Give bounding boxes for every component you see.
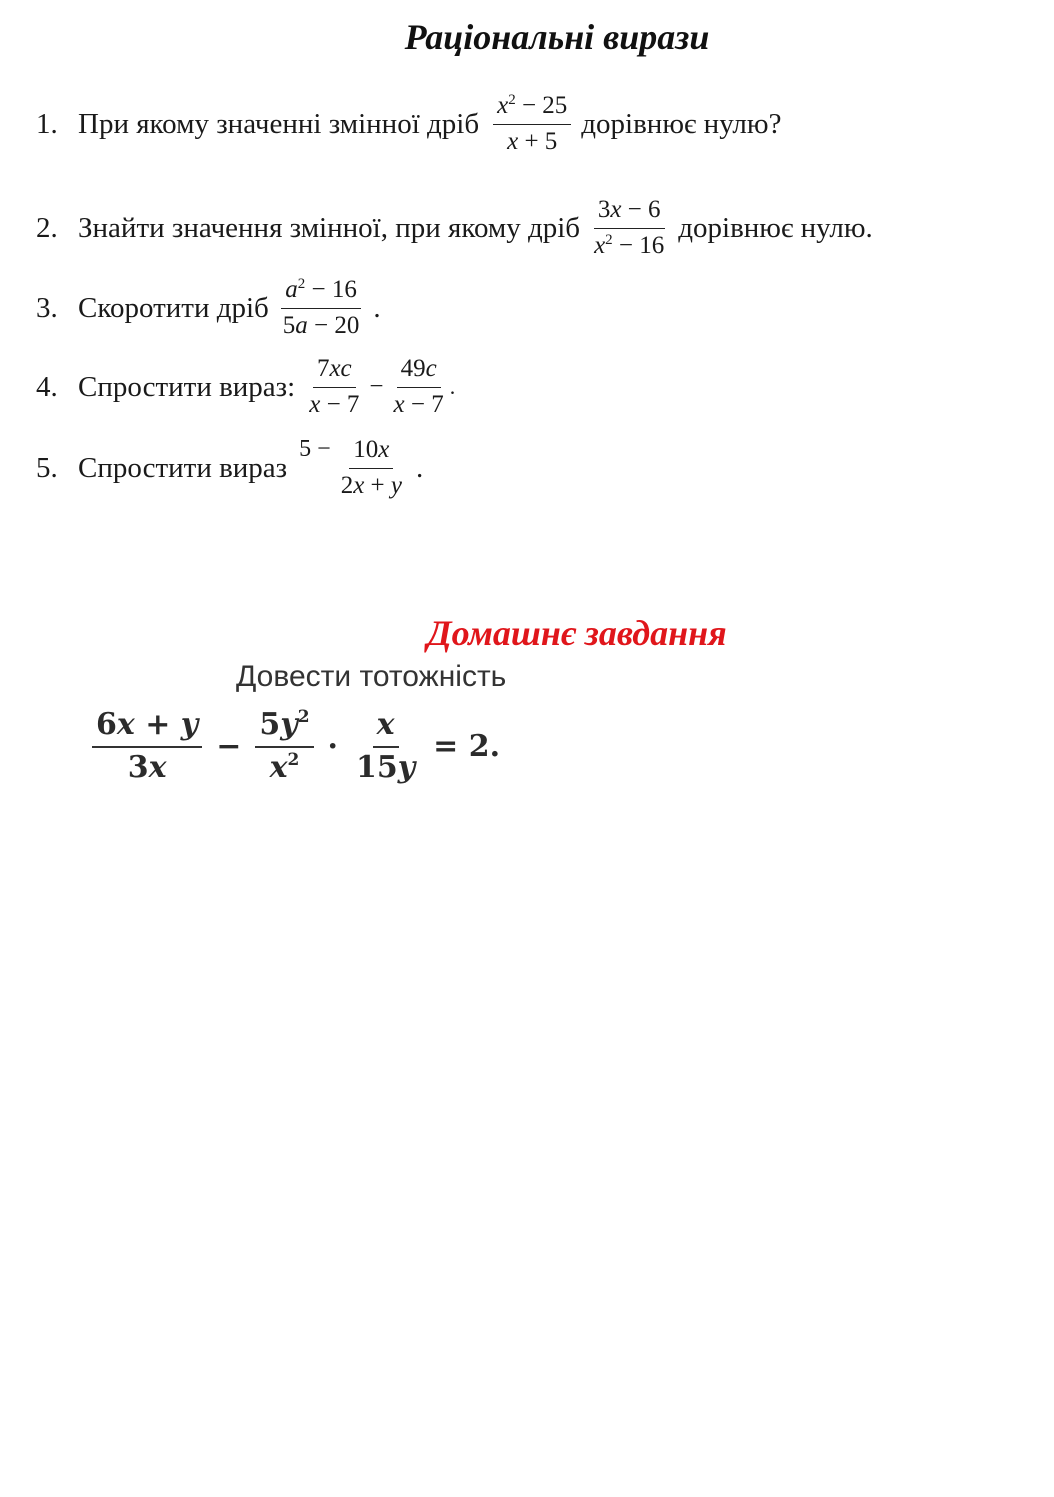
task-text: Скоротити дріб — [78, 291, 269, 324]
task-text-after: дорівнює нулю? — [581, 107, 782, 140]
fraction: $\frac{10x}{2x + y}$ — [340, 436, 403, 499]
fraction: $\frac{x^2 - 25}{x + 5}$ — [493, 92, 571, 157]
task-2 — [36, 196, 873, 261]
task-text: При якому значенні змінної дріб — [78, 107, 480, 140]
task-text: Знайти значення змінної, при якому дріб — [78, 211, 581, 244]
task-4: 4. Спростити вираз: $\frac{7xc}{x - 7}$ − $\frac{49c}{x - 7}$ . — [36, 355, 456, 418]
task-number: 4. — [36, 370, 58, 403]
task-text-after: дорівнює нулю. — [678, 211, 873, 244]
task-5: 5. Спростити вираз 5 − $\frac{10x}{2x + y}$ . — [36, 436, 424, 499]
task-text-after: . — [373, 291, 381, 324]
task-number: 1. — [36, 107, 58, 140]
task-3 — [36, 276, 381, 341]
task-text: Спростити вираз: — [78, 370, 296, 403]
task-text-after: . — [416, 451, 424, 484]
task-1 — [36, 92, 781, 157]
fraction: $\frac{3x - 6}{x^2 - 16}$ — [594, 196, 665, 259]
fraction: $\frac{x}{15y}$ — [355, 707, 416, 785]
task-number: 5. — [36, 451, 58, 484]
homework-title: Домашнє завдання — [427, 613, 727, 653]
page-title: Раціональні вирази — [404, 17, 710, 57]
fraction: $\frac{5y^2}{x^2}$ — [255, 708, 313, 785]
task-number: 3. — [36, 291, 58, 324]
fraction: $\frac{49c}{x - 7}$ — [393, 355, 444, 418]
fraction: $\frac{7xc}{x - 7}$ — [309, 355, 360, 418]
task-text: Спростити вираз — [78, 451, 288, 484]
identity-equation: $\frac{6x + y}{3x}$ − $\frac{5y^2}{x^2}$ · $\frac{x}{15y}$ = 2. — [86, 708, 508, 785]
task-text-after: . — [449, 374, 456, 400]
homework-subtitle: Довести тотожність — [236, 660, 507, 693]
task-number: 2. — [36, 211, 58, 244]
fraction: $\frac{a^2 - 16}{5a - 20}$ — [282, 276, 360, 339]
fraction: $\frac{6x + y}{3x}$ — [92, 708, 202, 785]
